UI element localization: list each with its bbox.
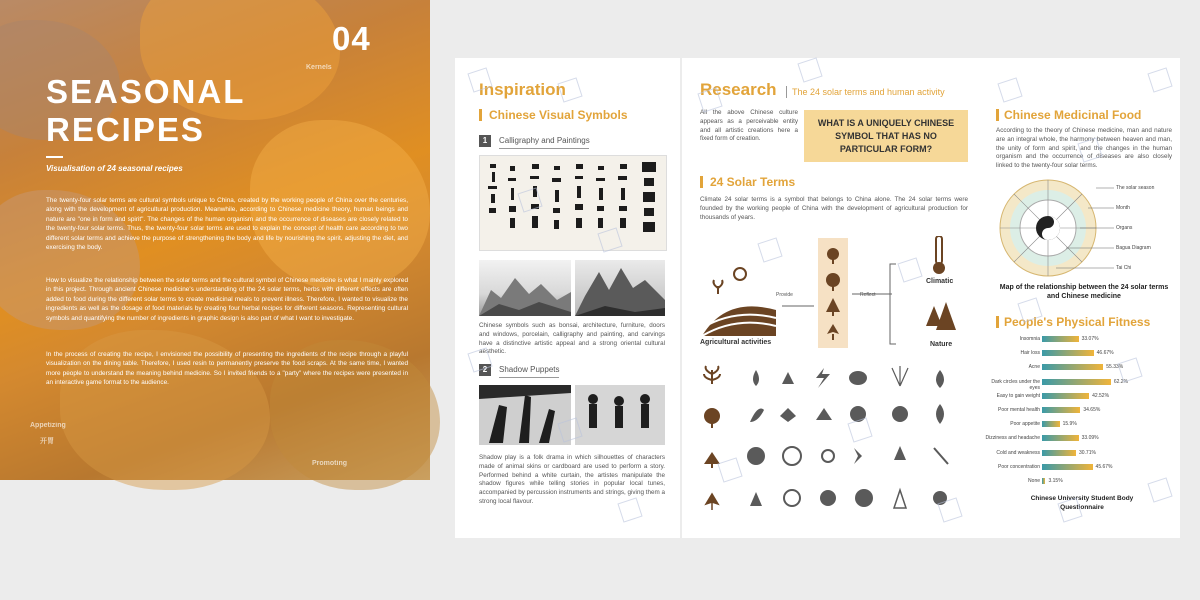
wheel-label: Tai Chi	[1116, 265, 1132, 271]
page-title: Inspiration	[479, 80, 566, 99]
agri-label: Agricultural activities	[700, 339, 772, 346]
landscape-painting	[575, 260, 665, 316]
bar-value-label: 42.52%	[1092, 392, 1110, 399]
bar-value-label: 3.15%	[1048, 478, 1063, 484]
symbol-icon-grid	[696, 364, 976, 524]
bar	[1042, 379, 1111, 385]
puzzle-word: Appetizing	[30, 422, 66, 429]
medicinal-food-page	[982, 58, 1180, 538]
bar-value-label: 30.71%	[1078, 449, 1096, 456]
cover-paragraph: The twenty-four solar terms are cultural symbols unique to China, created by the working people of China over the centuries, along with the development of agricultural production. Meanwhile, according to Chinese medicine theory, human beings and nature are "one in form and spirit". The changes of the human organism and the occurrence of diseases are closely related to the twenty-four solar terms. Thus, the twenty-four solar terms are used to explain the concept of health care according to two different solar terms and achieve the purpose of strengthening the body and life by nourishing the spirit, adjusting the diet, and exercising the body.	[46, 197, 408, 252]
nature-label: Nature	[930, 341, 953, 348]
bar-value-label: 55.33%	[1106, 364, 1124, 371]
bar	[1042, 435, 1079, 441]
wheel-label: Organs	[1116, 225, 1133, 231]
bar-category-label: None	[1028, 478, 1040, 484]
bar-category-label: Cold and weakness	[996, 449, 1040, 456]
bar	[1042, 350, 1094, 356]
item-number: 2	[479, 364, 491, 376]
wheel-label: The solar season	[1116, 185, 1155, 191]
cover-page	[0, 0, 430, 480]
bar	[1042, 421, 1060, 427]
bar	[1042, 450, 1076, 456]
puzzle-word: Promoting	[312, 460, 347, 467]
map-caption: Map of the relationship between the 24 solar terms and Chinese medicine	[999, 284, 1169, 300]
trees-icon	[926, 302, 956, 330]
bar-category-label: Hair loss	[1020, 350, 1040, 357]
bar-value-label: 46.67%	[1096, 350, 1114, 357]
cover-paragraph: In the process of creating the recipe, I envisioned the possibility of presenting the ingredients of the recipe through a playful visualization on the dining table. Therefore, I used resin to permanently preserve the food scraps. At the same time, I wanted more people to understand the meaning behind medicine. So I invited friends to a "party" where the recipes were presented in an interactive game format to the audience.	[46, 351, 408, 387]
calligraphy-image	[479, 155, 667, 251]
fitness-bar-chart	[982, 332, 1180, 492]
reflect-label: Reflect	[860, 292, 876, 298]
field-icon	[702, 306, 776, 336]
climatic-label: Climatic	[926, 278, 954, 285]
wheel-label: Month	[1116, 205, 1130, 211]
puzzle-word: 开胃	[40, 438, 54, 445]
food-text: According to the theory of Chinese medicine, man and nature are an integral whole, the harmony between heaven and man, the unity of form and spirit, and the changes in the human organism and the occurrence of diseases are also closely linked to the twenty-four solar terms.	[996, 127, 1172, 170]
bar	[1042, 478, 1045, 484]
page-number: 04	[332, 20, 371, 57]
section-title: Chinese Visual Symbols	[489, 108, 628, 122]
provide-label: Provide	[776, 292, 793, 298]
question-box: WHAT IS A UNIQUELY CHINESE SYMBOL THAT HAS NO PARTICULAR FORM?	[804, 110, 968, 162]
bar-category-label: Poor concentration	[998, 463, 1040, 470]
page-subtitle: The 24 solar terms and human activity	[792, 87, 945, 97]
section-marker	[479, 109, 482, 121]
bar	[1042, 407, 1080, 413]
cover-title: SEASONAL RECIPES	[46, 73, 245, 148]
bar-category-label: Acne	[1028, 364, 1040, 371]
puzzle-word: Kernels	[306, 64, 332, 71]
bar-category-label: Easy to gain weight	[996, 392, 1040, 399]
cover-paragraph: How to visualize the relationship between the solar terms and the cultural symbol of Chinese medicine is what I mainly explored in this project. Through ancient Chinese medicine's understanding of the 24 solar terms, herbs with different effects are often added to food during the different solar terms to create medicinal meals to prevent illness. Therefore, I wanted to visualize the ingredients as well as the dosage of food materials by creating four herbal recipes for different seasons. Representing cultural symbols and quantifying the number of ingredients in graphic design is also part of what I want to investigate.	[46, 277, 408, 322]
bar-value-label: 33.09%	[1081, 435, 1099, 442]
section-title: Chinese Medicinal Food	[1004, 108, 1142, 122]
bar	[1042, 336, 1079, 342]
sun-icon	[734, 268, 746, 280]
section-marker	[996, 316, 999, 328]
shadow-puppet-photo	[479, 385, 571, 445]
item-caption: Chinese symbols such as bonsai, architecture, furniture, doors and windows, porcelain, calligraphy and painting, and carvings have a distinctive artistic appeal and a strong oriental cultural aesthetic.	[479, 322, 665, 356]
bar-category-label: Dizziness and headache	[985, 435, 1040, 442]
bar-value-label: 15.9%	[1062, 421, 1077, 428]
title-divider	[786, 86, 787, 98]
item-title: Shadow Puppets	[499, 365, 560, 374]
page-title: Research	[700, 80, 777, 99]
bar-category-label: Poor appetite	[1010, 421, 1040, 428]
research-intro: All the above Chinese culture appears as a perceivable entity and all artistic creations here a fixed form of creation.	[700, 109, 798, 143]
item-caption: Shadow play is a folk drama in which silhouettes of characters made of animal skins or cardboard are used to perform a story. Performed behind a white curtain, the artistes manipulate the shadow figures while telling stories in popular local tunes, accompanied by percussion instruments and strings, giving them a strong local flavour.	[479, 454, 665, 505]
bar-category-label: Dark circles under the eyes	[991, 378, 1040, 391]
bar-category-label: Poor mental health	[998, 407, 1040, 413]
bar-value-label: 62.2%	[1113, 378, 1129, 385]
survey-caption: Chinese University Student Body Questionnaire	[1030, 495, 1134, 511]
solar-terms-wheel	[996, 178, 1176, 278]
section-marker	[700, 176, 703, 188]
cover-subtitle: Visualisation of 24 seasonal recipes	[46, 164, 183, 173]
section-marker	[996, 109, 999, 121]
item-number: 1	[479, 135, 491, 147]
title-underline	[499, 377, 559, 378]
shadow-puppet-photo	[575, 385, 665, 445]
bar-value-label: 33.07%	[1081, 336, 1099, 342]
bar-category-label: Insomnia	[1019, 336, 1040, 342]
bar	[1042, 364, 1103, 370]
bar-value-label: 34.65%	[1083, 407, 1101, 413]
title-underline	[499, 148, 589, 149]
solar-terms-diagram	[696, 236, 976, 356]
wheel-label: Bagua Diagram	[1116, 245, 1151, 251]
bar-value-label: 45.67%	[1095, 463, 1113, 470]
thermometer-icon	[936, 236, 942, 264]
bar	[1042, 393, 1089, 399]
section-text: Climate 24 solar terms is a symbol that belongs to China alone. The 24 solar terms were founded by the working people of China with the development of agricultural production for thousands of years.	[700, 196, 968, 221]
title-underline	[46, 156, 63, 158]
section-title: People's Physical Fitness	[1004, 315, 1151, 329]
item-title: Calligraphy and Paintings	[499, 136, 590, 145]
section-title: 24 Solar Terms	[710, 175, 796, 189]
bar	[1042, 464, 1093, 470]
inspiration-page	[455, 58, 680, 538]
landscape-painting	[479, 260, 571, 316]
